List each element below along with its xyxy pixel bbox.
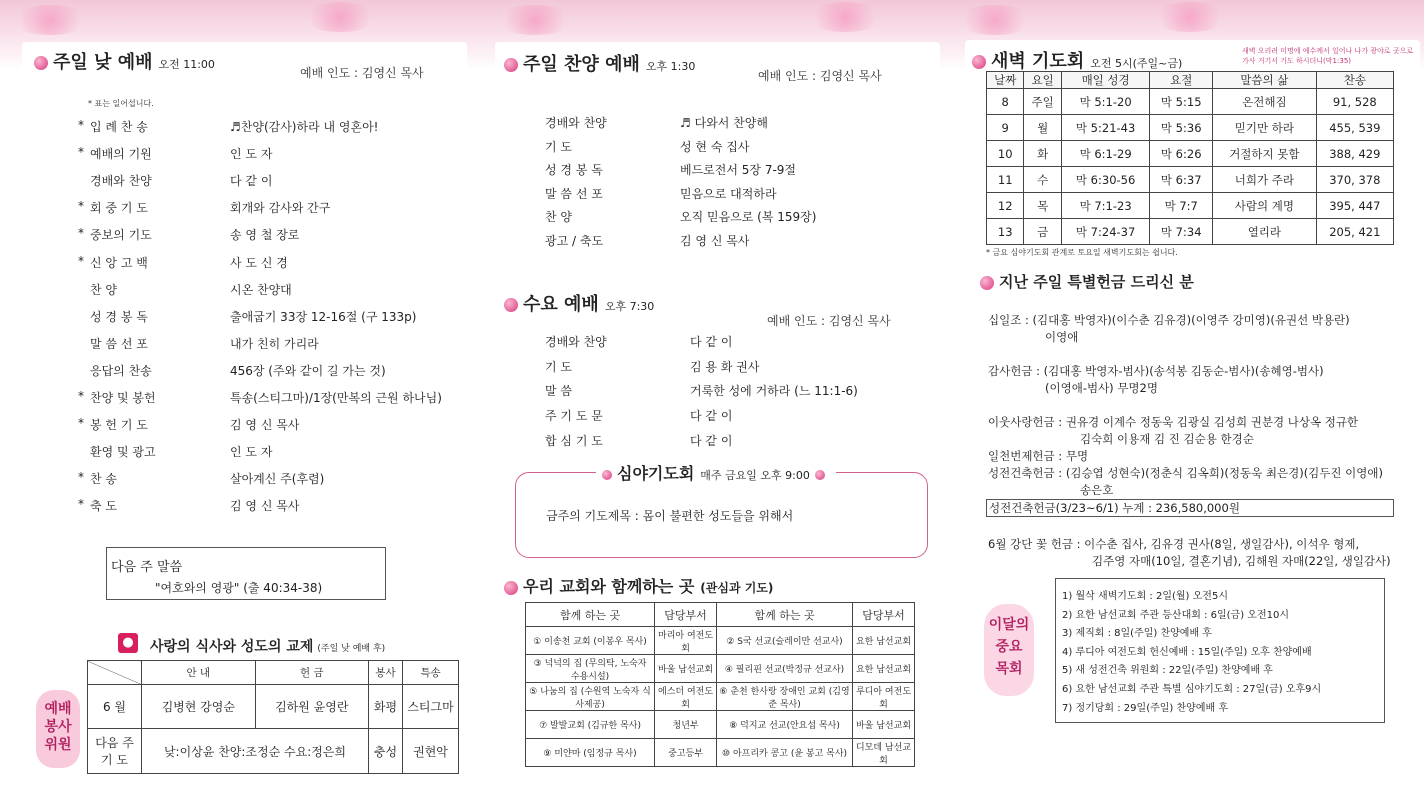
event-item: 4) 루디아 여전도회 헌신예배 : 15일(주일) 오후 찬양예배 (1062, 646, 1312, 658)
row-value: 내가 친히 가리라 (230, 336, 319, 351)
table-cell: 요한 남선교회 (853, 627, 915, 655)
row-value: 인 도 자 (230, 445, 273, 460)
row-value: 456장 (주와 같이 길 가는 것) (230, 363, 386, 378)
table-corner-cell (88, 661, 142, 685)
table-cell: 청년부 (655, 711, 717, 739)
night-prayer-box (515, 464, 928, 558)
table-header: 찬송 (1316, 72, 1393, 89)
row-value: 회개와 감사와 간구 (230, 201, 331, 216)
table-row (526, 655, 915, 683)
table-cell: 루디아 여전도회 (853, 683, 915, 711)
panel-praise-worship (475, 0, 950, 797)
meal-title: 사랑의 식사와 성도의 교제 (150, 639, 314, 655)
table-cell: 너희가 주라 (1213, 167, 1317, 193)
row-label: 중보의 기도 (90, 228, 152, 243)
table-cell: 요한 남선교회 (853, 655, 915, 683)
row-label: 찬양 및 봉헌 (90, 391, 156, 405)
standing-mark: * (78, 226, 84, 241)
night-prayer-time: 매주 금요일 오후 9:00 (700, 469, 810, 482)
offering-label: 6월 강단 꽃 헌금 : (988, 537, 1081, 551)
offering-names: (김승엽 성현숙)(정춘식 김옥희)(정동욱 최은경)(김두진 이영애) (1065, 466, 1383, 480)
event-item: 3) 제직회 : 8일(주일) 찬양예배 후 (1062, 628, 1212, 640)
table-cell: 막 5:15 (1150, 89, 1213, 115)
table-cell: 205, 421 (1316, 219, 1393, 245)
table-cell: ⑨ 미얀마 (임정규 목사) (526, 739, 655, 767)
row-label: 합 심 기 도 (545, 433, 603, 448)
row-label: 회 중 기 도 (90, 201, 148, 216)
table-header: 안 내 (142, 661, 256, 685)
section-title (972, 47, 1182, 73)
table-cell: ⑧ 덕지교 선교(안요섭 목사) (717, 711, 853, 739)
row-label: 말 씀 선 포 (545, 186, 603, 201)
row-value: 오직 믿음으로 (복 159장) (680, 210, 817, 225)
standing-mark: * (78, 389, 84, 403)
mission-title (504, 574, 773, 597)
flower-decoration (10, 5, 90, 35)
service-time: 오전 11:00 (158, 58, 215, 71)
table-header: 요일 (1024, 72, 1061, 89)
table-row (526, 627, 915, 655)
row-label: 축 도 (90, 499, 117, 514)
panel-dawn-prayer (950, 0, 1424, 797)
row-label: 주 기 도 문 (545, 409, 603, 424)
building-row (988, 465, 1383, 482)
table-cell: 금 (1024, 219, 1061, 245)
table-cell: 막 7:24-37 (1061, 219, 1150, 245)
row-value: 다 같 이 (230, 174, 273, 189)
event-item: 2) 요한 남선교회 주관 등산대회 : 6일(금) 오전10시 (1062, 609, 1289, 621)
tag-line: 예배 (44, 701, 72, 717)
flower-offering-line (988, 536, 1391, 553)
table-cell: 믿기만 하라 (1213, 115, 1317, 141)
offering-names: 송은호 (1080, 483, 1114, 497)
row-label: 예배의 기원 (90, 147, 152, 162)
table-cell: 온전해짐 (1213, 89, 1317, 115)
table-cell: 막 5:1-20 (1061, 89, 1150, 115)
row-label: 경배와 찬양 (545, 335, 607, 349)
next-week-scripture: "여호와의 영광" (출 40:34-38) (155, 581, 323, 595)
offering-label: 이웃사랑헌금 : (988, 415, 1063, 429)
table-cell: 막 6:26 (1150, 141, 1213, 167)
mission-subtitle: (관심과 기도) (700, 581, 774, 595)
offering-title (980, 271, 1194, 292)
offering-label: 십일조 : (988, 313, 1029, 327)
table-cell: 마리아 여전도회 (655, 627, 717, 655)
table-row (987, 89, 1394, 115)
title-text: 새벽 기도회 (991, 51, 1085, 72)
table-row (526, 683, 915, 711)
table-cell: 디모데 남선교회 (853, 739, 915, 767)
table-cell: 막 7:7 (1150, 193, 1213, 219)
title-text: 주일 낮 예배 (53, 52, 153, 73)
offering-names: 김주영 자매(10일, 결혼기념), 김해원 자매(22일, 생일감사) (1092, 554, 1391, 568)
table-cell: 막 6:37 (1150, 167, 1213, 193)
tag-line: 봉사 (44, 719, 72, 735)
thanks-row (988, 363, 1324, 380)
offering-names: (김대홍 박영자-범사)(송석봉 김동순-범사)(송혜영-범사) (1043, 364, 1324, 378)
table-cell: 권현악 (403, 729, 459, 774)
row-label: 말 씀 선 포 (90, 336, 148, 351)
wednesday-title (504, 290, 654, 316)
table-cell: 9 (987, 115, 1024, 141)
row-label: 기 도 (545, 359, 572, 374)
worship-leader: 예배 인도 : 김영신 목사 (758, 69, 882, 83)
table-cell: 낮:이상윤 찬양:조정순 수요:정은희 (142, 729, 369, 774)
offering-names: 이영애 (1045, 330, 1079, 344)
offering-names: (이영애-범사) 무명2명 (1045, 381, 1158, 395)
bullet-icon (504, 298, 518, 312)
table-header: 함께 하는 곳 (717, 603, 853, 627)
table-cell: 11 (987, 167, 1024, 193)
row-value: 성 현 숙 집사 (680, 139, 750, 154)
volunteer-tag (36, 690, 80, 768)
worship-leader: 예배 인도 : 김영신 목사 (767, 314, 891, 328)
building-fund-total: 성전건축헌금(3/23~6/1) 누계 : 236,580,000원 (986, 499, 1394, 517)
standing-mark: * (78, 145, 84, 160)
table-cell: 사람의 계명 (1213, 193, 1317, 219)
worship-leader: 예배 인도 : 김영신 목사 (300, 66, 424, 80)
title-text: 수요 예배 (523, 294, 599, 315)
table-cell: 김병현 강영순 (142, 685, 256, 729)
flower-decoration (495, 5, 575, 35)
table-cell: 충성 (369, 729, 403, 774)
row-value: 믿음으로 대적하라 (680, 186, 777, 201)
table-row (987, 141, 1394, 167)
section-title (504, 50, 695, 76)
table-note: * 금요 심야기도회 관계로 토요일 새벽기도회는 쉽니다. (986, 248, 1178, 257)
table-cell: 스티그마 (403, 685, 459, 729)
row-value: 시온 찬양대 (230, 282, 292, 297)
table-header: 날짜 (987, 72, 1024, 89)
row-value: 다 같 이 (690, 335, 733, 349)
row-label: 신 앙 고 백 (90, 255, 148, 270)
row-label: 경배와 찬양 (90, 174, 152, 189)
row-label: 찬 양 (90, 282, 117, 297)
table-cell: 수 (1024, 167, 1061, 193)
table-row (987, 115, 1394, 141)
row-value: 출애굽기 33장 12-16절 (구 133p) (230, 309, 417, 324)
table-cell: 막 6:1-29 (1061, 141, 1150, 167)
table-cell: 거절하지 못함 (1213, 141, 1317, 167)
table-cell: 12 (987, 193, 1024, 219)
night-prayer-title: 심야기도회 (617, 464, 695, 483)
title-text: 주일 찬양 예배 (523, 54, 640, 75)
event-item: 6) 요한 남선교회 주관 특별 심야기도회 : 27일(금) 오후9시 (1062, 683, 1322, 695)
standing-mark: * (78, 470, 84, 485)
table-cell: 막 7:1-23 (1061, 193, 1150, 219)
table-header: 말씀의 삶 (1213, 72, 1317, 89)
tag-line: 중요 (995, 639, 1023, 655)
tag-line: 위원 (44, 737, 72, 753)
offering-names: 김숙희 이용재 김 진 김순용 한경순 (1080, 432, 1254, 446)
table-cell: 주일 (1024, 89, 1061, 115)
table-cell: 8 (987, 89, 1024, 115)
row-label: 성 경 봉 독 (545, 163, 603, 178)
neighbor-row (988, 414, 1358, 431)
service-time: 오후 7:30 (604, 300, 655, 313)
row-value: 거룩한 성에 거하라 (느 11:1-6) (690, 384, 858, 399)
table-cell: 6 월 (88, 685, 142, 729)
table-cell: 화 (1024, 141, 1061, 167)
standing-mark: * (78, 416, 84, 431)
row-value: ♬찬양(감사)하라 내 영혼아! (230, 120, 379, 134)
table-row (526, 739, 915, 767)
volunteer-table (87, 660, 459, 774)
row-value: 사 도 신 경 (230, 255, 288, 270)
table-cell: 에스더 여전도회 (655, 683, 717, 711)
flower-decoration (805, 2, 885, 32)
table-row (987, 193, 1394, 219)
offering-names: (김대홍 박영자)(이수춘 김유경)(이영주 강미영)(유권선 박용란) (1032, 313, 1350, 327)
table-cell: 화평 (369, 685, 403, 729)
events-list (1062, 588, 1321, 718)
row-label: 봉 헌 기 도 (90, 418, 148, 433)
table-cell: 막 5:36 (1150, 115, 1213, 141)
row-label: 광고 / 축도 (545, 234, 604, 248)
row-value: 다 같 이 (690, 409, 733, 424)
bullet-icon (980, 276, 994, 290)
row-label: 입 례 찬 송 (90, 120, 148, 134)
table-cell: ⑤ 나눔의 집 (수원역 노숙자 식사제공) (526, 683, 655, 711)
table-cell: 김하원 윤영란 (255, 685, 369, 729)
table-header: 봉사 (369, 661, 403, 685)
apple-icon: ● (118, 633, 138, 653)
table-cell: 395, 447 (1316, 193, 1393, 219)
table-cell: 목 (1024, 193, 1061, 219)
standing-mark: * (78, 118, 84, 132)
row-value: 송 영 철 장로 (230, 228, 300, 243)
table-cell: ⑦ 발발교회 (김규한 목사) (526, 711, 655, 739)
table-cell: ⑥ 춘천 한사랑 장애인 교회 (김영준 목사) (717, 683, 853, 711)
bullet-icon (972, 55, 986, 69)
cell-line: 기 도 (101, 753, 128, 767)
prayer-topic: 금주의 기도제목 : 몸이 불편한 성도들을 위해서 (546, 509, 794, 523)
service-time: 오후 1:30 (645, 60, 696, 73)
flower-decoration (300, 2, 380, 32)
row-label: 말 씀 (545, 384, 572, 399)
row-value: 살아계신 주(후렴) (230, 472, 325, 487)
flower-offering (988, 536, 1391, 570)
offering-label: 감사헌금 : (988, 364, 1040, 378)
tag-line: 이달의 (988, 617, 1030, 633)
row-label: 성 경 봉 독 (90, 309, 148, 324)
table-cell: 바울 남선교회 (853, 711, 915, 739)
service-time: 오전 5시(주일~금) (1090, 57, 1183, 70)
bullet-icon (815, 470, 825, 480)
table-cell: 10 (987, 141, 1024, 167)
table-cell: 바울 남선교회 (655, 655, 717, 683)
table-cell: 370, 378 (1316, 167, 1393, 193)
monthly-events-box (1055, 578, 1385, 723)
monthly-events-tag (984, 604, 1034, 696)
standing-mark: * (78, 497, 84, 512)
table-cell: 월 (1024, 115, 1061, 141)
tag-line: 목회 (995, 661, 1023, 677)
mission-table (525, 602, 915, 767)
standing-mark: * (78, 253, 84, 268)
row-value: 특송(스티그마)/1장(만복의 근원 하나님) (230, 391, 442, 405)
table-cell: ⑩ 아프리카 콩고 (윤 봉고 목사) (717, 739, 853, 767)
table-header: 헌 금 (255, 661, 369, 685)
tithe-row (988, 312, 1350, 329)
dawn-schedule-table (986, 71, 1394, 245)
flower-decoration (955, 5, 1035, 35)
event-item: 5) 새 성전건축 위원회 : 22일(주일) 찬양예배 후 (1062, 665, 1273, 677)
next-week-box (106, 547, 386, 600)
offering-names: 무명 (1065, 449, 1089, 463)
table-cell: ③ 넉넉의 집 (무의탁, 노숙자 수용시설) (526, 655, 655, 683)
title-text: 지난 주일 특별헌금 드리신 분 (999, 273, 1194, 291)
table-row (526, 711, 915, 739)
table-cell: ④ 필리핀 선교(박정규 선교사) (717, 655, 853, 683)
table-cell: 388, 429 (1316, 141, 1393, 167)
title-text: 우리 교회와 함께하는 곳 (523, 577, 695, 596)
table-header: 특송 (403, 661, 459, 685)
table-cell: 중고등부 (655, 739, 717, 767)
row-label: 찬 송 (90, 472, 117, 487)
offering-label: 성전건축헌금 : (988, 466, 1063, 480)
table-row (987, 219, 1394, 245)
row-value: 김 영 신 목사 (680, 234, 750, 248)
table-cell: 13 (987, 219, 1024, 245)
meal-subtitle: (주일 낮 예배 후) (317, 644, 386, 654)
cell-line: 다음 주 (95, 736, 134, 750)
next-week-title: 다음 주 말씀 (111, 560, 183, 575)
table-cell: 열리라 (1213, 219, 1317, 245)
table-header: 담당부서 (655, 603, 717, 627)
table-cell: ① 이송천 교회 (이봉우 목사) (526, 627, 655, 655)
table-header-row (987, 72, 1394, 89)
table-header-row (526, 603, 915, 627)
table-header: 요절 (1150, 72, 1213, 89)
section-title (34, 48, 215, 74)
table-cell: 91, 528 (1316, 89, 1393, 115)
standing-mark: * (78, 199, 84, 214)
row-value: 김 영 신 목사 (230, 418, 300, 433)
row-value: 베드로전서 5장 7-9절 (680, 163, 797, 178)
event-item: 1) 월삭 새벽기도회 : 2일(월) 오전5시 (1062, 591, 1228, 602)
event-item: 7) 정기당회 : 29일(주일) 찬양예배 후 (1062, 702, 1228, 714)
bullet-icon (504, 58, 518, 72)
table-row (987, 167, 1394, 193)
offering-names: 이수춘 집사, 김유경 권사(8일, 생일감사), 이석우 형제, (1084, 537, 1360, 551)
flower-decoration (1150, 2, 1230, 32)
offering-names: 권유경 이계수 정동욱 김광실 김성희 권분경 나상옥 정규한 (1065, 415, 1359, 429)
table-cell: 막 5:21-43 (1061, 115, 1150, 141)
table-cell: 막 6:30-56 (1061, 167, 1150, 193)
row-value: 다 같 이 (690, 433, 733, 448)
row-value: 김 용 화 권사 (690, 359, 760, 374)
row-label: 기 도 (545, 139, 572, 154)
standing-note: * 표는 일어섭니다. (88, 99, 154, 108)
table-cell: 455, 539 (1316, 115, 1393, 141)
table-cell: ② S국 선교(슬레이만 선교사) (717, 627, 853, 655)
row-label: 환영 및 광고 (90, 445, 156, 460)
row-value: 인 도 자 (230, 147, 273, 162)
row-label: 응답의 찬송 (90, 363, 152, 378)
thousand-row (988, 448, 1088, 465)
row-label: 찬 양 (545, 210, 572, 225)
scripture-verse: 새벽 오리려 미명에 예수께서 일어나 나가 광야로 곳으로 가사 거기서 기도 하시더니(막1:35) (1242, 47, 1414, 65)
panel-sunday-worship (0, 0, 475, 797)
table-header: 담당부서 (853, 603, 915, 627)
row-value: 김 영 신 목사 (230, 499, 300, 514)
offering-label: 일천번제헌금 : (988, 449, 1063, 463)
row-value: ♬ 다와서 찬양해 (680, 116, 768, 130)
row-label: 경배와 찬양 (545, 116, 607, 130)
bullet-icon (602, 470, 612, 480)
bullet-icon (504, 581, 518, 595)
night-prayer-header (596, 461, 836, 484)
table-cell: 막 7:34 (1150, 219, 1213, 245)
bullet-icon (34, 56, 48, 70)
table-cell (88, 729, 142, 774)
table-header: 매일 성경 (1061, 72, 1150, 89)
meal-section-title (150, 636, 385, 656)
table-header: 함께 하는 곳 (526, 603, 655, 627)
